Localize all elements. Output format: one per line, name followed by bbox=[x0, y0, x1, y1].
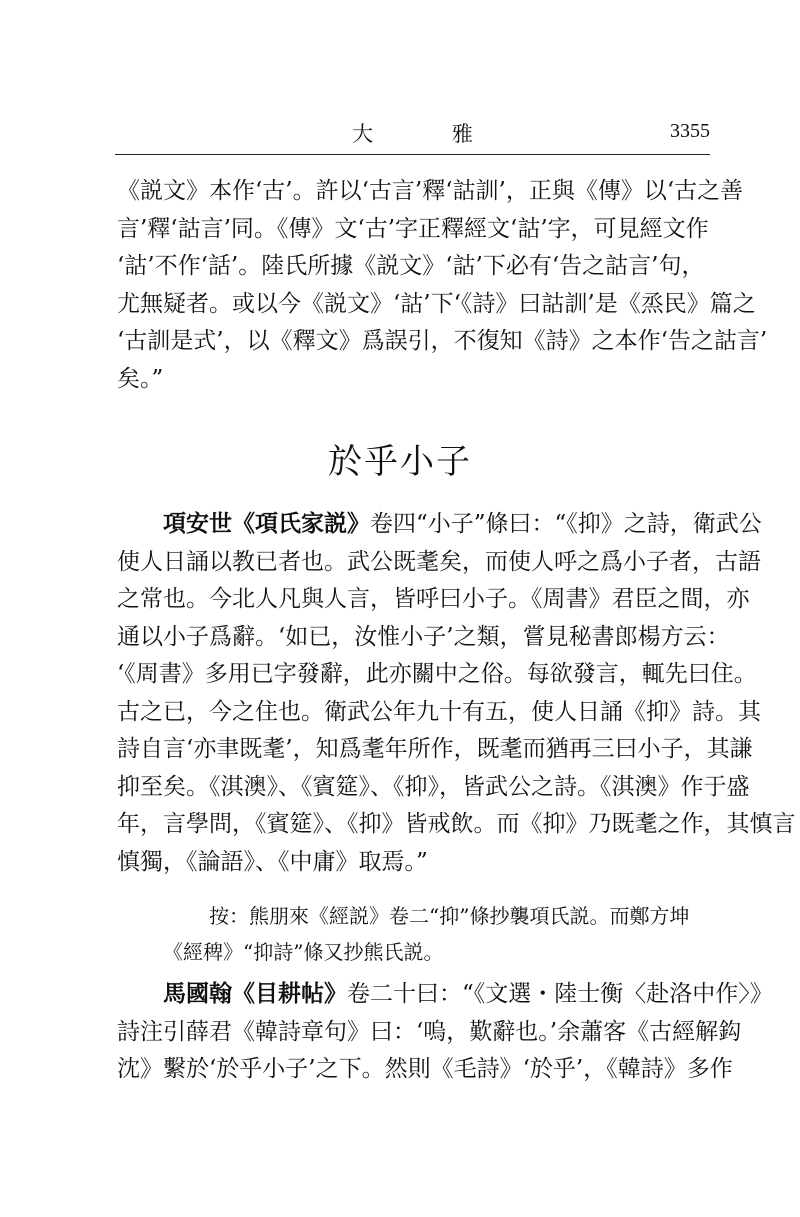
cited-author-work: 馬國翰《目耕帖》 bbox=[163, 981, 347, 1007]
text-line: 矣。” bbox=[117, 365, 164, 392]
text-line: 之常也。今北人凡與人言，皆呼曰小子。《周書》君臣之間，亦 bbox=[117, 586, 750, 612]
running-title: 大 雅 bbox=[352, 122, 509, 146]
text-fragment: 卷四“小子”條曰：“《抑》之詩，衛武公 bbox=[370, 511, 762, 537]
text-line bbox=[117, 506, 762, 544]
note-line: 《經稗》“抑詩”條又抄熊氏説。 bbox=[163, 940, 444, 964]
page-number: 3355 bbox=[670, 120, 710, 142]
editor-note bbox=[117, 898, 717, 970]
text-line: 沈》繫於‘於乎小子’之下。然則《毛詩》‘於乎’，《韓詩》多作 bbox=[117, 1056, 733, 1082]
text-fragment: 卷二十曰：“《文選・陸士衡〈赴洛中作〉》 bbox=[347, 981, 773, 1007]
paragraph-ma-guohan bbox=[117, 976, 773, 1089]
continuation-paragraph bbox=[117, 173, 768, 398]
text-line: ‘《周書》多用已字發辭，此亦關中之俗。每欲發言，輒先曰住。 bbox=[117, 661, 757, 687]
text-line: 抑至矣。《淇澳》、《賓筵》、《抑》，皆武公之詩。《淇澳》作于盛 bbox=[117, 773, 750, 800]
paragraph-xiang-anshi bbox=[117, 506, 796, 881]
text-line: 詩自言‘亦聿既耄’，知爲耄年所作，既耄而猶再三曰小子，其謙 bbox=[117, 736, 753, 762]
text-line: 《説文》本作‘古’。許以‘古言’釋‘詁訓’，正與《傳》以‘古之善 bbox=[117, 178, 744, 204]
section-heading: 於乎小子 bbox=[328, 442, 472, 482]
cited-author-work: 項安世《項氏家説》 bbox=[163, 511, 370, 537]
running-head bbox=[115, 110, 710, 154]
text-line: ‘古訓是式’，以《釋文》爲誤引，不復知《詩》之本作‘告之詁言’ bbox=[117, 328, 768, 354]
text-line: 尤無疑者。或以今《説文》‘詁’下‘《詩》曰詁訓’是《烝民》篇之 bbox=[117, 290, 756, 317]
header-rule bbox=[115, 154, 710, 155]
text-line: 詩注引薛君《韓詩章句》曰：‘嗚，歎辭也。’余蕭客《古經解鈎 bbox=[117, 1018, 742, 1045]
text-line: 古之已，今之住也。衛武公年九十有五，使人日誦《抑》詩。其 bbox=[117, 698, 761, 725]
note-line: 按：熊朋來《經説》卷二“抑”條抄襲項氏説。而鄭方坤 bbox=[209, 904, 690, 928]
text-line: 慎獨，《論語》、《中庸》取焉。” bbox=[117, 848, 428, 875]
text-line bbox=[117, 976, 773, 1014]
text-line: ‘詁’不作‘話’。陸氏所據《説文》‘詁’下必有‘告之詁言’句， bbox=[117, 253, 705, 279]
text-line: 通以小子爲辭。‘如已，汝惟小子’之類，嘗見秘書郎楊方云： bbox=[117, 623, 730, 650]
text-line: 年，言學問，《賓筵》、《抑》皆戒飲。而《抑》乃既耄之作，其慎言 bbox=[117, 811, 796, 837]
text-line: 言’釋‘詁言’同。《傳》文‘古’字正釋經文‘詁’字，可見經文作 bbox=[117, 215, 709, 242]
text-line: 使人日誦以教已者也。武公既耄矣，而使人呼之爲小子者，古語 bbox=[117, 548, 761, 575]
